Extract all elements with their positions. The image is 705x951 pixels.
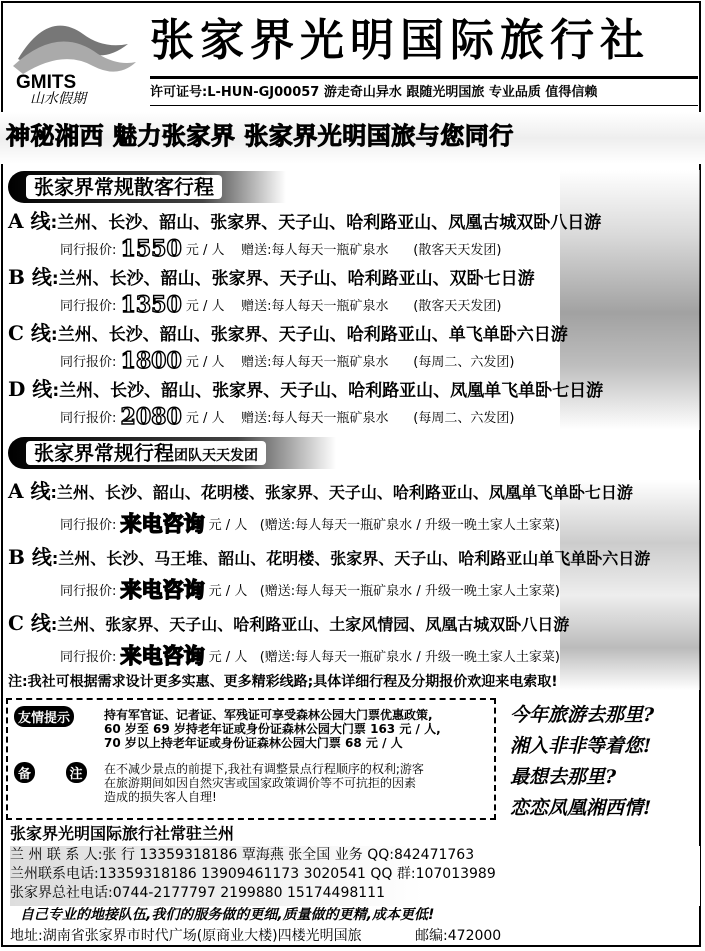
price-unit: 元 / 人 [185, 299, 225, 314]
contact-heading: 张家界光明国际旅行社常驻兰州 [10, 824, 235, 843]
gift-text: (赠送:每人每天一瓶矿泉水 / 升级一晚土家人土家菜) [259, 584, 560, 599]
route-item [8, 544, 698, 610]
logo-subtitle: 山水假期 [30, 91, 86, 104]
company-name: 张家界光明国际旅行社 [150, 15, 650, 66]
slogan-line: 今年旅游去那里? [510, 704, 655, 726]
tips-box [6, 698, 496, 820]
gift-text: (赠送:每人每天一瓶矿泉水 / 升级一晚土家人土家菜) [259, 518, 560, 533]
gift-text: 赠送:每人每天一瓶矿泉水 [241, 299, 389, 314]
section-title-group-tours [8, 437, 336, 469]
route-letter: C 线 [8, 321, 51, 345]
contact-line: 兰州联系电话:13359318186 13909461173 3020541 QQ 群:107013989 [10, 866, 496, 882]
header-divider-bottom [150, 105, 698, 106]
route-item [8, 478, 698, 544]
logo-text: GMITS [16, 72, 77, 93]
price-value: 1800 [120, 348, 182, 374]
route-title: :兰州、长沙、韶山、张家界、天子山、哈利路亚山、单飞单卧六日游 [50, 325, 568, 345]
contact-block [10, 846, 700, 906]
price-unit: 元 / 人 [185, 355, 225, 370]
route-letter: B 线 [8, 265, 52, 289]
price-value: 1350 [120, 292, 182, 318]
route-title: :兰州、长沙、马王堆、韶山、花明楼、张家界、天子山、哈利路亚山单飞单卧六日游 [51, 549, 651, 568]
section-title-text [26, 441, 266, 465]
route-list-group [8, 478, 698, 676]
remark-line: 在旅游期间如因自然灾害或国家政策调价等不可抗拒的因素 [104, 776, 417, 790]
remark-label-2: 注 [66, 762, 87, 783]
remark-label-1: 备 [14, 762, 35, 783]
custom-route-note: 注:我社可根据需求设计更多实惠、更多精彩线路;具体详细行程及分期报价欢迎来电索取! [8, 674, 558, 690]
price-inquiry: 来电咨询 [120, 512, 205, 536]
friendly-tip-text [104, 708, 494, 750]
route-item [8, 208, 698, 264]
license-line: 许可证号:L-HUN-GJ00057 游走奇山异水 跟随光明国旅 专业品质 值得信赖 [150, 85, 598, 100]
route-list-regular [8, 208, 698, 432]
price-label: 同行报价: [60, 299, 117, 314]
departure-text: (每周二、六发团) [413, 411, 515, 426]
route-item [8, 610, 698, 676]
route-letter: C 线 [8, 611, 51, 635]
tip-line: 持有军官证、记者证、军残证可享受森林公园大门票优惠政策, [104, 708, 433, 722]
slogan-poem [510, 700, 700, 824]
price-value: 1550 [120, 236, 182, 262]
remark-line: 造成的损失客人自理! [104, 790, 217, 804]
route-letter: B 线 [8, 545, 52, 569]
friendly-tip-label: 友情提示 [14, 706, 74, 727]
price-unit: 元 / 人 [185, 411, 225, 426]
departure-text: (每周二、六发团) [413, 355, 515, 370]
route-title: :兰州、长沙、韶山、花明楼、张家界、天子山、哈利路亚山、凤凰单飞单卧七日游 [50, 483, 633, 502]
company-logo [8, 4, 138, 104]
gift-text: (赠送:每人每天一瓶矿泉水 / 升级一晚土家人土家菜) [259, 650, 560, 665]
price-label: 同行报价: [60, 243, 117, 258]
price-label: 同行报价: [60, 355, 117, 370]
price-label: 同行报价: [60, 584, 117, 599]
contact-line: 张家界总社电话:0744-2177797 2199880 15174498111 [10, 885, 385, 901]
remark-line: 在不减少景点的前提下,我社有调整景点行程顺序的权利;游客 [104, 762, 424, 776]
route-title: :兰州、长沙、韶山、张家界、天子山、哈利路亚山、双卧七日游 [51, 269, 535, 289]
slogan-line: 湘入非非等着您! [510, 735, 652, 757]
price-inquiry: 来电咨询 [120, 644, 205, 668]
price-label: 同行报价: [60, 650, 117, 665]
mountain-logo-icon [8, 4, 138, 104]
route-letter: D 线 [8, 377, 53, 401]
postcode-text: 邮编:472000 [415, 928, 502, 944]
price-label: 同行报价: [60, 518, 117, 533]
section-title-text: 张家界常规散客行程 [26, 175, 222, 199]
gift-text: 赠送:每人每天一瓶矿泉水 [241, 355, 389, 370]
price-unit: 元 / 人 [208, 650, 248, 665]
banner-slogan: 神秘湘西 魅力张家界 张家界光明国旅与您同行 [6, 122, 514, 150]
departure-text: (散客天天发团) [413, 243, 502, 258]
departure-text: (散客天天发团) [413, 299, 502, 314]
section-title-suffix: 团队天天发团 [174, 448, 258, 464]
section-title-main: 张家界常规行程 [34, 441, 174, 465]
price-inquiry: 来电咨询 [120, 578, 205, 602]
price-unit: 元 / 人 [208, 518, 248, 533]
route-item [8, 264, 698, 320]
slogan-line: 最想去那里? [510, 766, 617, 788]
route-item [8, 320, 698, 376]
gift-text: 赠送:每人每天一瓶矿泉水 [241, 411, 389, 426]
route-title: :兰州、长沙、韶山、张家界、天子山、哈利路亚山、凤凰单飞单卧七日游 [52, 381, 604, 401]
address-text: 地址:湖南省张家界市时代广场(原商业大楼)四楼光明国旅 [10, 928, 362, 944]
price-value: 2080 [120, 404, 182, 430]
header-divider [150, 76, 698, 79]
route-letter: A 线 [8, 479, 51, 503]
price-unit: 元 / 人 [185, 243, 225, 258]
section-title-regular-tours [8, 171, 286, 203]
contact-line: 兰 州 联 系 人:张 行 13359318186 覃海燕 张全国 业务 QQ:842471763 [10, 847, 475, 863]
tip-line: 70 岁以上持老年证或身份证森林公园大门票 68 元 / 人 [104, 736, 403, 750]
price-label: 同行报价: [60, 411, 117, 426]
slogan-line: 恋恋凤凰湘西情! [510, 797, 652, 819]
route-item [8, 376, 698, 432]
remark-text [104, 762, 494, 804]
remark-tag [14, 762, 87, 783]
gift-text: 赠送:每人每天一瓶矿泉水 [241, 243, 389, 258]
address-line [10, 926, 700, 946]
service-motto: 自己专业的地接队伍,我们的服务做的更细,质量做的更精,成本更低! [20, 907, 435, 923]
price-unit: 元 / 人 [208, 584, 248, 599]
tip-line: 60 岁至 69 岁持老年证或身份证森林公园大门票 163 元 / 人, [104, 722, 441, 736]
friendly-tip-tag [14, 706, 74, 727]
route-title: :兰州、张家界、天子山、哈利路亚山、土家风情园、凤凰古城双卧八日游 [50, 615, 570, 634]
route-letter: A 线 [8, 209, 51, 233]
route-title: :兰州、长沙、韶山、张家界、天子山、哈利路亚山、凤凰古城双卧八日游 [50, 213, 602, 233]
